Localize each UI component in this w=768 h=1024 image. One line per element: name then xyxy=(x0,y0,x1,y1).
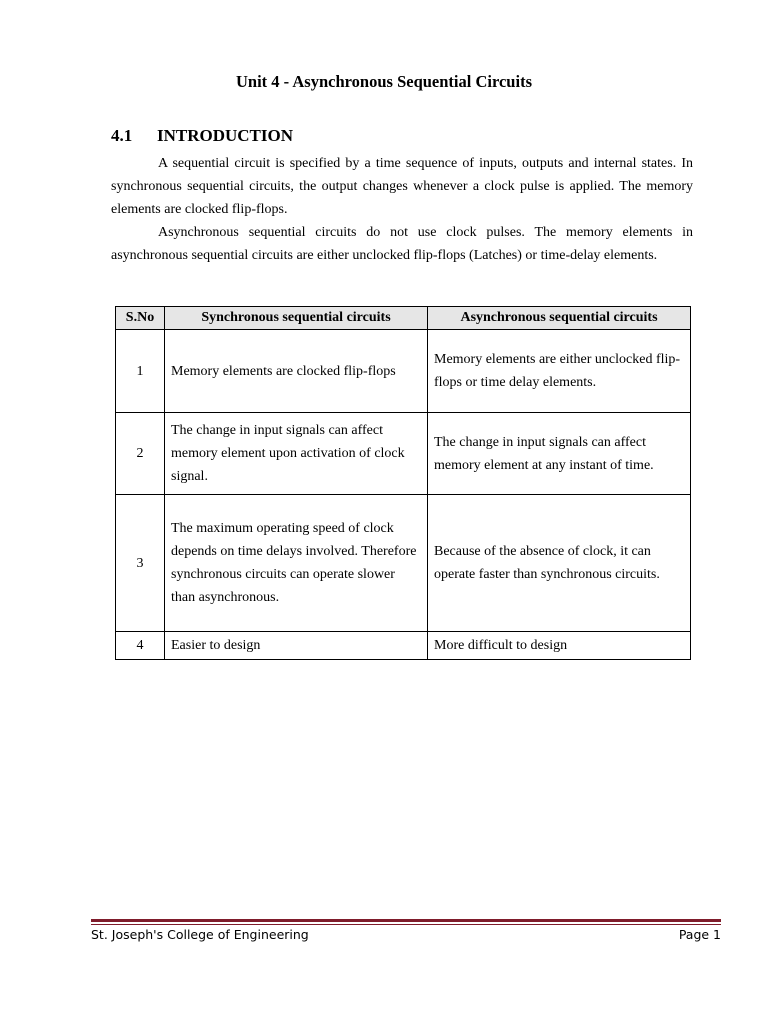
section-heading xyxy=(111,126,293,146)
table-header-row xyxy=(116,307,691,330)
footer-rule xyxy=(91,919,721,922)
footer-rule-thin xyxy=(91,924,721,925)
header-sync: Synchronous sequential circuits xyxy=(165,307,428,330)
intro-paragraph-2: Asynchronous sequential circuits do not use clock pulses. The memory elements in asynchronous sequential circuits are either unclocked flip-flops (Latches) or time-delay elements. xyxy=(111,225,693,263)
cell-sync: The change in input signals can affect memory element upon activation of clock signal. xyxy=(165,413,428,495)
document-title: Unit 4 - Asynchronous Sequential Circuits xyxy=(236,72,532,91)
table-row xyxy=(116,413,691,495)
cell-async: Because of the absence of clock, it can operate faster than synchronous circuits. xyxy=(428,495,691,632)
table-row xyxy=(116,632,691,660)
cell-sync: Easier to design xyxy=(165,632,428,660)
header-async: Asynchronous sequential circuits xyxy=(428,307,691,330)
cell-sno: 4 xyxy=(116,632,165,660)
section-number: 4.1 xyxy=(111,126,133,145)
header-sno: S.No xyxy=(116,307,165,330)
cell-sno: 1 xyxy=(116,330,165,413)
section-title: INTRODUCTION xyxy=(157,126,294,145)
cell-sno: 2 xyxy=(116,413,165,495)
table-row xyxy=(116,330,691,413)
footer-college: St. Joseph's College of Engineering xyxy=(91,927,309,942)
cell-async: Memory elements are either unclocked flip-flops or time delay elements. xyxy=(428,330,691,413)
footer-page-number: Page 1 xyxy=(678,927,721,942)
intro-paragraph-1: A sequential circuit is specified by a time sequence of inputs, outputs and internal states. In synchronous sequential circuits, the output changes whenever a clock pulse is applied. The memory elements are clocked flip-flops. xyxy=(111,156,693,217)
page-footer xyxy=(91,927,721,942)
cell-sync: Memory elements are clocked flip-flops xyxy=(165,330,428,413)
table-row xyxy=(116,495,691,632)
cell-sync: The maximum operating speed of clock depends on time delays involved. Therefore synchronous circuits can operate slower than asynchronous. xyxy=(165,495,428,632)
cell-async: The change in input signals can affect memory element at any instant of time. xyxy=(428,413,691,495)
comparison-table xyxy=(115,306,691,660)
cell-async: More difficult to design xyxy=(428,632,691,660)
cell-sno: 3 xyxy=(116,495,165,632)
